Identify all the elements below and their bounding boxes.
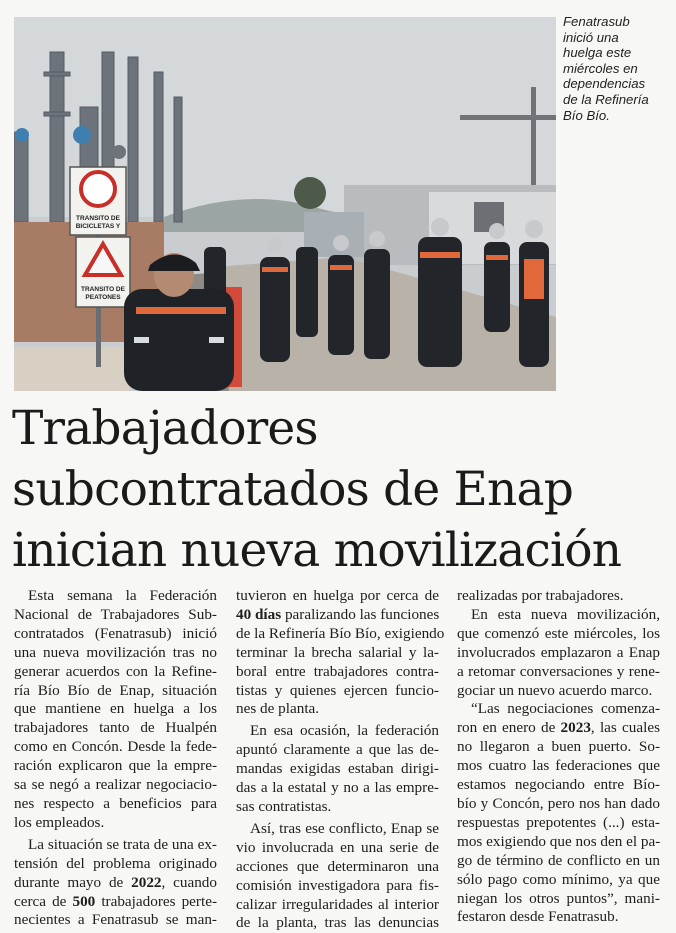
svg-text:PEATONES: PEATONES (85, 294, 121, 301)
body-line: tistas y quienes ejercen funcio- (236, 681, 439, 699)
body-line: realizadas por trabajadores. (457, 587, 624, 604)
body-line: trabajadores tanto de Hualpén (14, 719, 217, 737)
body-line: nes de planta. (236, 700, 320, 718)
body-line: En esta nueva movilización, (471, 605, 660, 623)
body-line: gociar un nuevo acuerdo marco. (457, 681, 653, 699)
body-line: de la Refinería Bío Bío, exigiendo (236, 624, 445, 642)
body-line: comisión investigadora para fis- (236, 876, 439, 894)
body-line: de la planta, tras las denuncias (236, 914, 439, 932)
body-line: go de término de conflicto en un (457, 851, 660, 869)
body-line: contratados (Fenatrasub) inició (14, 624, 217, 642)
body-line: apuntó claramente a que las de- (236, 741, 439, 759)
body-line: bío y Concón, pero nos han dado (457, 794, 660, 812)
body-line: tensión del problema originado (14, 854, 217, 872)
article-column-1 (14, 587, 217, 930)
body-line: ría Bío Bío de Enap, situación (14, 681, 217, 699)
body-line: necientes a Fenatrasub se man- (14, 911, 217, 929)
body-line: acciones que determinaron una (236, 857, 439, 875)
body-line: que comenzó este miércoles, los (457, 624, 660, 642)
caption-line: huelga este (563, 45, 632, 61)
body-line: “Las negociaciones comenza- (471, 700, 660, 718)
caption-line: Fenatrasub (563, 14, 630, 29)
headline-line: subcontratados de Enap (12, 462, 574, 517)
news-photo (14, 17, 556, 391)
body-line: nes respecto a beneficios para (14, 794, 217, 812)
body-line: festaron desde Fenatrasub. (457, 908, 619, 926)
body-line: 40 días paralizando las funciones (236, 605, 440, 623)
body-line: involucrados emplazaron a Enap (457, 643, 660, 661)
body-line: La situación se trata de una ex- (28, 835, 217, 853)
body-line: los empleados. (14, 813, 105, 831)
body-line: tuvieron en huelga por cerca de (236, 587, 439, 604)
body-line: vio involucrada en una serie de (236, 838, 439, 856)
body-line: una nueva movilización tras no (14, 643, 217, 661)
body-line: mos cuatro las federaciones que (457, 757, 660, 775)
body-line: terminar la brecha salarial y la- (236, 643, 439, 661)
body-line: durante mayo de 2022, cuando (14, 873, 217, 891)
article-headline (12, 398, 672, 581)
refinery-strike-photo (14, 17, 556, 391)
headline-line: inician nueva movilización (12, 523, 622, 578)
article-column-3 (457, 587, 660, 927)
body-line: mos exigiendo que nos den el pa- (457, 832, 661, 850)
caption-line: Bío Bío. (563, 107, 610, 123)
body-line: como en Concón. Desde la fede- (14, 738, 217, 756)
body-line: sólo pago como mínimo, ya que (457, 870, 660, 888)
headline-line: Trabajadores (12, 401, 318, 456)
body-line: cerca de 500 trabajadores perte- (14, 892, 218, 910)
body-line: Así, tras ese conflicto, Enap se (250, 819, 439, 837)
body-line: calizar irregularidades al interior (236, 895, 439, 913)
caption-line: dependencias (563, 76, 646, 92)
body-line: Esta semana la Federación (28, 587, 217, 604)
body-line: a retomar conversaciones y rene- (457, 662, 660, 680)
body-line: niegan los otros puntos”, mani- (457, 889, 660, 907)
body-line: En esa ocasión, la federación (250, 722, 439, 740)
body-line: sas contratistas. (236, 797, 332, 815)
body-line: respuestas prepotentes (...) esta- (457, 813, 660, 831)
body-line: das a la estatal y no a las empre- (236, 779, 439, 797)
body-line: mandas exigidas estaban dirigi- (236, 760, 439, 778)
body-line: no llegaron a buen puerto. So- (457, 738, 660, 756)
body-line: generar acuerdos con la Refine- (14, 662, 217, 680)
body-line: boral entre trabajadores contra- (236, 662, 439, 680)
body-line: ron en enero de 2023, las cuales (457, 719, 660, 737)
article-column-2 (236, 587, 445, 933)
svg-text:TRANSITO DE: TRANSITO DE (76, 215, 120, 222)
body-line: Nacional de Trabajadores Sub- (14, 605, 217, 623)
body-line: estamos negociando entre Bío- (457, 776, 660, 794)
body-line: sa se negó a realizar negociacio- (14, 776, 217, 794)
caption-line: miércoles en (563, 60, 638, 76)
body-line: que mantiene en huelga a los (14, 700, 217, 718)
caption-line: de la Refinería (563, 91, 649, 107)
body-line: ración explicaron que la empre- (14, 757, 217, 775)
svg-text:BICICLETAS Y: BICICLETAS Y (75, 223, 121, 230)
caption-line: inició una (563, 29, 619, 45)
photo-caption (563, 14, 671, 123)
svg-text:TRANSITO DE: TRANSITO DE (81, 286, 125, 293)
